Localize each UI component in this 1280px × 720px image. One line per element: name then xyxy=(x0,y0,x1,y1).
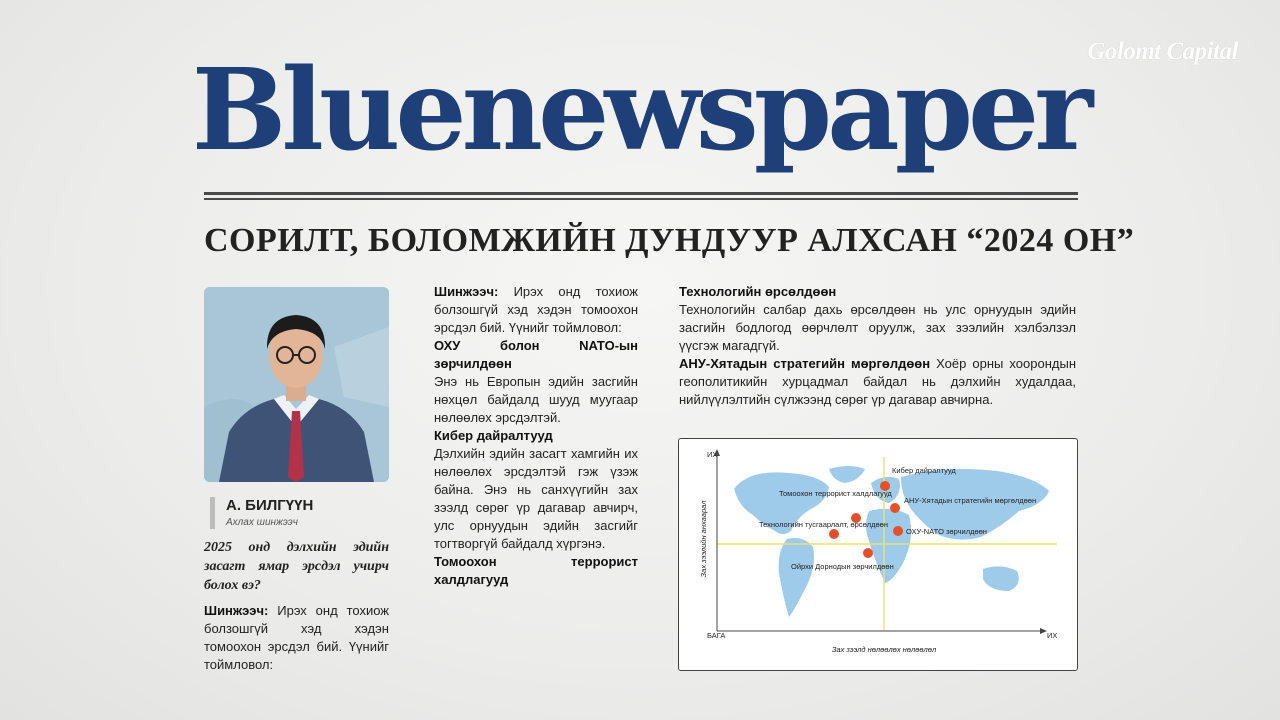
y-axis-title: Зах зээлийн анхаарал xyxy=(699,500,708,578)
column-3 xyxy=(679,283,1076,409)
brand-logo: Golomt Capital xyxy=(1087,38,1238,65)
answer-text: Ирэх онд тохиож болзошгүй хэд хэдэн томоохон эрсдэл бий. Үүнийг тоймловол: xyxy=(204,603,389,672)
author-role: Ахлах шинжээч xyxy=(226,517,298,528)
x-axis-high-label: ИХ xyxy=(1047,631,1058,640)
risk-heading-tech: Технологийн өрсөлдөөн xyxy=(679,284,837,299)
col2-intro-label: Шинжээч: xyxy=(434,284,499,299)
risk-heading-russia-nato: ОХУ болон NATO-ын зөрчилдөөн xyxy=(434,338,638,371)
column-2 xyxy=(434,283,638,589)
risk-text-russia-nato: Энэ нь Европын эдийн засгийн нөхцөл байдалд шууд муугаар нөлөөлөх эрсдэлтэй. xyxy=(434,374,638,425)
masthead-title: Bluenewspaper xyxy=(191,45,1089,176)
risk-map xyxy=(678,438,1078,671)
label-cyber: Кибер дайралтууд xyxy=(892,466,956,475)
label-tech: Технологийн тусгаарлалт, өрсөлдөөн xyxy=(759,520,888,529)
column-1-answer xyxy=(204,602,389,674)
risk-heading-us-china: АНУ-Хятадын стратегийн мөргөлдөөн xyxy=(679,356,931,371)
y-axis-high-label: ИХ xyxy=(707,450,718,459)
label-middle-east: Ойрхи Дорнодын зөрчилдөөн xyxy=(791,562,894,571)
point-middle-east xyxy=(863,548,873,558)
x-axis-title: Зах зээлд нөлөөлөх нөлөөлөл xyxy=(831,645,937,654)
risk-text-cyber: Дэлхийн эдийн засагт хамгийн их нөлөөлөх эрсдэлтэй гэж үзэж байна. Энэ нь санхүүгийн зах зээлд сөрөг үр дагавар авчирч, улс орнуудын эдийн засгийг тогтворгүй байдалд хүргэнэ. xyxy=(434,446,638,551)
author-accent-bar xyxy=(210,497,215,529)
author-name: А. БИЛГҮҮН xyxy=(226,497,314,514)
headline: СОРИЛТ, БОЛОМЖИЙН ДУНДУУР АЛХСАН “2024 ОН” xyxy=(204,222,1135,259)
label-russia-nato: ОХУ-NATO зөрчилдөөн xyxy=(906,527,987,536)
point-tech xyxy=(829,529,839,539)
interview-question: 2025 онд дэлхийн эдийн засагт ямар эрсдэл учирч болох вэ? xyxy=(204,540,389,593)
label-terror: Томоохон террорист халдлагууд xyxy=(779,489,892,498)
col2-intro-text: Ирэх онд тохиож болзошгүй хэд хэдэн томоохон эрсдэл бий. Үүнийг тоймловол: xyxy=(434,284,638,335)
masthead-rule-top xyxy=(204,192,1078,195)
point-us-china xyxy=(890,503,900,513)
risk-text-tech: Технологийн салбар дахь өрсөлдөөн нь улс орнуудын эдийн засгийн бодлогод өөрчлөлт оруулж, зах зээлийн хэлбэлзэл үүсгэж магадгүй. xyxy=(679,302,1076,353)
author-photo xyxy=(204,287,389,482)
x-axis-low-label: БАГА xyxy=(707,631,726,640)
risk-heading-cyber: Кибер дайралтууд xyxy=(434,428,553,443)
answer-label: Шинжээч: xyxy=(204,603,269,618)
point-russia-nato xyxy=(893,526,903,536)
risk-heading-terror: Томоохон террорист халдлагууд xyxy=(434,554,638,587)
masthead-rule-bottom xyxy=(204,198,1078,200)
label-us-china: АНУ-Хятадын стратегийн мөргөлдөөн xyxy=(904,496,1037,505)
risk-text-us-china: Хоёр орны хоорондын геополитикийн хурцадмал байдал нь дэлхийн худалдаа, нийлүүлэлтийн сүлжээнд сөрөг үр дагавар авчирна. xyxy=(679,356,1076,407)
